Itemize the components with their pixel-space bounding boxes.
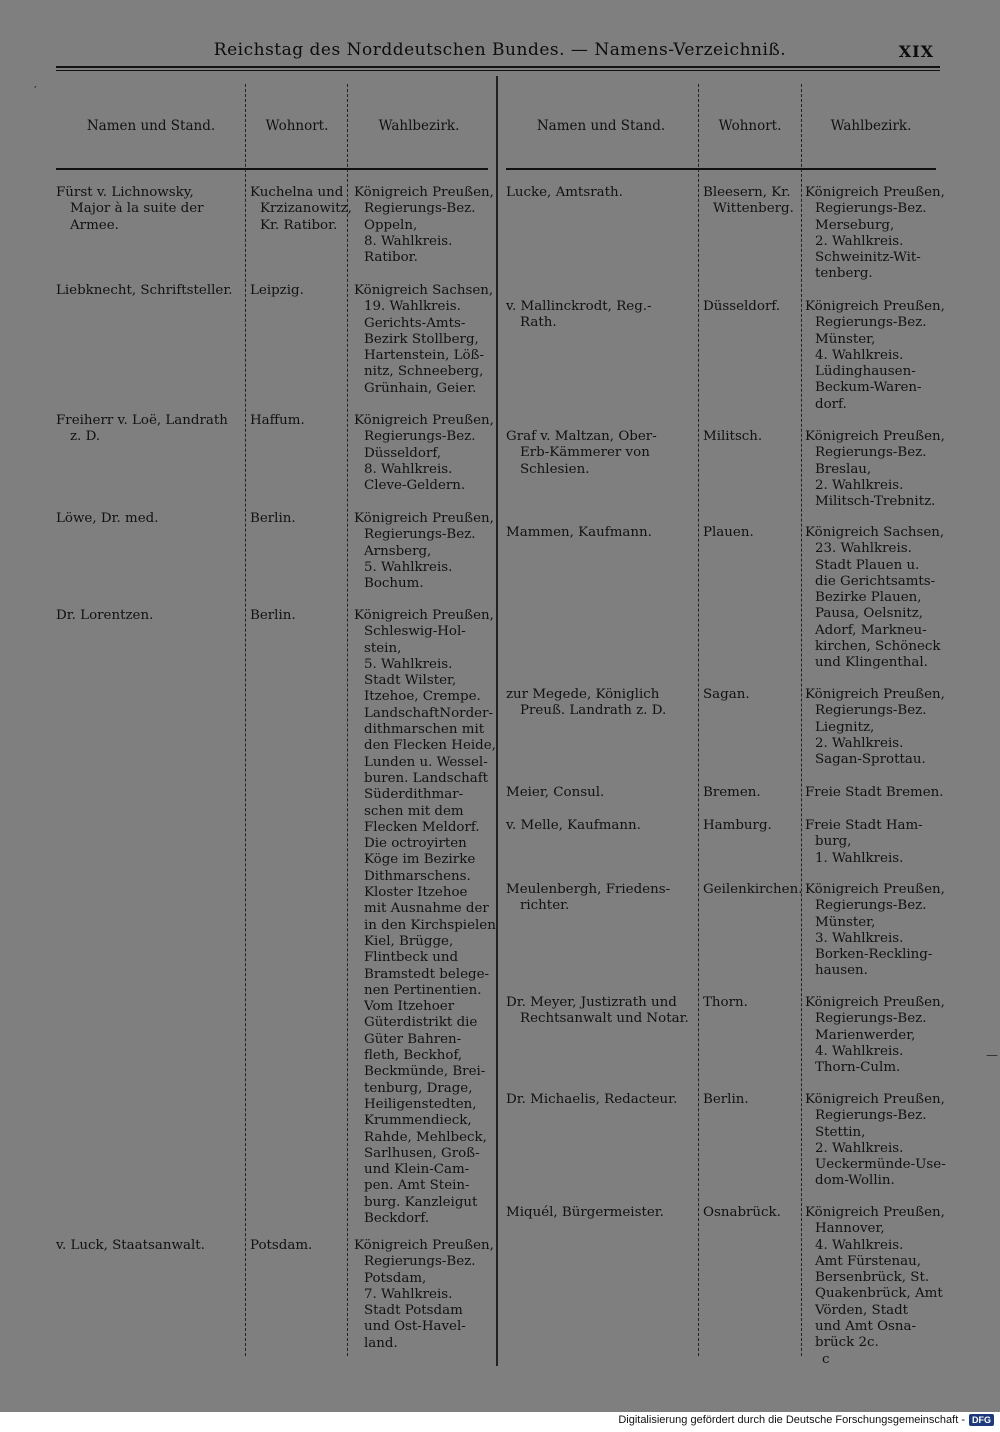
entry-district <box>805 525 945 672</box>
entry-district-line: schen mit dem <box>364 803 464 819</box>
entry-district-line: Beckum-Waren- <box>815 380 922 396</box>
entry-district-line: Vörden, Stadt <box>815 1302 909 1318</box>
entry-district-line: Güterdistrikt die <box>364 1015 478 1031</box>
entry-residence <box>703 299 798 315</box>
entry-district-line: Oppeln, <box>364 217 418 233</box>
entry-district-line: Regierungs-Bez. <box>815 898 927 914</box>
entry-residence <box>703 429 798 445</box>
entry-district-line: Bezirke Plauen, <box>815 590 922 606</box>
entry-district-line: Königreich Preußen, <box>354 1238 494 1253</box>
right-district-header: Wahlbezirk. <box>830 118 912 134</box>
entry-name-line: Löwe, Dr. med. <box>56 511 159 526</box>
entry-residence <box>703 687 798 703</box>
entry-district-line: Regierungs-Bez. <box>364 429 476 445</box>
entry-district-line: Königreich Preußen, <box>805 995 945 1010</box>
column-rule <box>698 84 699 1356</box>
entry-district-line: Bersenbrück, St. <box>815 1270 930 1286</box>
entry-name-line: richter. <box>520 898 570 914</box>
entry-name <box>56 283 242 299</box>
entry-residence-line: Bleesern, Kr. <box>703 185 791 200</box>
entry-district-line: Schweinitz-Wit- <box>815 250 921 266</box>
entry-name-line: Graf v. Maltzan, Ober- <box>506 429 657 444</box>
entry-district-line: Freie Stadt Ham- <box>805 818 923 833</box>
entry-name <box>506 185 696 201</box>
entry-district-line: und Ost-Havel- <box>364 1319 466 1335</box>
entry-district-line: Münster, <box>815 914 876 930</box>
entry-residence <box>703 785 798 801</box>
entry-district-line: tenburg, Drage, <box>364 1080 473 1096</box>
entry-district-line: Grünhain, Geier. <box>364 380 477 396</box>
entry-residence <box>703 882 803 898</box>
entry-district-line: Königreich Sachsen, <box>354 283 494 298</box>
entry-district-line: Königreich Sachsen, <box>805 525 945 540</box>
entry-district-line: 19. Wahlkreis. <box>364 299 461 315</box>
entry-district-line: Sarlhusen, Groß- <box>364 1145 480 1161</box>
entry-district-line: und Klein-Cam- <box>364 1162 470 1178</box>
entry-district-line: Regierungs-Bez. <box>815 1108 927 1124</box>
entry-district <box>354 511 494 592</box>
right-name-header: Namen und Stand. <box>536 118 666 134</box>
entry-district-line: kirchen, Schöneck <box>815 639 941 655</box>
entry-name <box>506 785 696 801</box>
entry-district-line: Lüdinghausen- <box>815 364 916 380</box>
entry-name-line: Mammen, Kaufmann. <box>506 525 652 540</box>
entry-district <box>805 818 935 867</box>
entry-district-line: Regierungs-Bez. <box>815 703 927 719</box>
entry-district-line: Itzehoe, Crempe. <box>364 689 481 705</box>
entry-district-line: 1. Wahlkreis. <box>815 850 904 866</box>
entry-district-line: Freie Stadt Bremen. <box>805 785 944 800</box>
entry-name-line: Fürst v. Lichnowsky, <box>56 185 194 200</box>
entry-residence-line: Militsch. <box>703 429 763 444</box>
entry-district-line: Breslau, <box>815 461 872 477</box>
column-rule <box>347 84 348 1356</box>
entry-district-line: Quakenbrück, Amt <box>815 1286 943 1302</box>
entry-name-line: z. D. <box>70 429 101 445</box>
entry-district-line: tenberg. <box>815 266 873 282</box>
entry-district-line: Königreich Preußen, <box>805 185 945 200</box>
left-header-rule <box>56 168 488 170</box>
entry-district <box>805 1205 945 1352</box>
entry-district-line: 2. Wahlkreis. <box>815 1140 904 1156</box>
entry-name-line: Meulenbergh, Friedens- <box>506 882 671 897</box>
entry-district-line: Regierungs-Bez. <box>815 315 927 331</box>
entry-district-line: burg. Kanzleigut <box>364 1194 478 1210</box>
entry-district-line: Königreich Preußen, <box>354 511 494 526</box>
entry-name-line: Miquél, Bürgermeister. <box>506 1205 664 1220</box>
entry-district <box>805 185 945 283</box>
entry-district-line: Königreich Preußen, <box>354 608 494 623</box>
entry-residence <box>703 185 798 218</box>
entry-residence-line: Thorn. <box>703 995 748 1010</box>
entry-district-line: land. <box>364 1335 398 1351</box>
entry-name <box>56 511 242 527</box>
entry-district <box>805 299 945 413</box>
entry-district-line: in den Kirchspielen <box>364 917 496 933</box>
entry-name-line: Freiherr v. Loë, Landrath <box>56 413 228 428</box>
entry-district-line: Güter Bahren- <box>364 1031 462 1047</box>
entry-name <box>506 1092 696 1108</box>
entry-district-line: Potsdam, <box>364 1270 427 1286</box>
entry-district-line: 4. Wahlkreis. <box>815 1043 904 1059</box>
entry-district-line: 4. Wahlkreis. <box>815 1237 904 1253</box>
entry-residence-line: Krzizanowitz, <box>260 201 352 217</box>
entry-district-line: Königreich Preußen, <box>805 299 945 314</box>
entry-name <box>506 429 696 478</box>
entry-district-line: Adorf, Markneu- <box>815 622 927 638</box>
entry-district-line: 7. Wahlkreis. <box>364 1286 453 1302</box>
entry-name-line: Erb-Kämmerer von <box>520 445 650 461</box>
entry-residence-line: Berlin. <box>250 608 296 623</box>
entry-residence <box>703 525 798 541</box>
entry-district-line: dithmarschen mit <box>364 722 485 738</box>
entry-name-line: Dr. Michaelis, Redacteur. <box>506 1092 678 1107</box>
center-column-rule <box>496 76 498 1366</box>
left-residence-header: Wohnort. <box>265 118 329 134</box>
entry-district-line: Königreich Preußen, <box>805 1092 945 1107</box>
entry-district-line: Liegnitz, <box>815 719 875 735</box>
right-residence-header: Wohnort. <box>718 118 782 134</box>
entry-district-line: Hartenstein, Löß- <box>364 348 485 364</box>
entry-name <box>506 818 696 834</box>
entry-name-line: v. Luck, Staatsanwalt. <box>56 1238 205 1253</box>
entry-residence <box>250 608 344 624</box>
entry-district <box>354 283 494 397</box>
entry-district <box>805 882 945 980</box>
entry-name <box>56 1238 242 1254</box>
entry-residence <box>250 511 344 527</box>
entry-residence-line: Sagan. <box>703 687 750 702</box>
header-rule-thick <box>56 66 940 68</box>
entry-residence <box>703 1205 798 1221</box>
entry-district-line: Ueckermünde-Use- <box>815 1157 946 1173</box>
entry-name-line: Armee. <box>70 217 119 233</box>
entry-residence-line: Plauen. <box>703 525 754 540</box>
entry-name-line: v. Mallinckrodt, Reg.- <box>506 299 652 314</box>
running-head: Reichstag des Norddeutschen Bundes. — Namens-Verzeichniß. <box>213 40 787 60</box>
entry-district-line: dorf. <box>815 396 847 412</box>
entry-district-line: Bochum. <box>364 576 424 592</box>
entry-district <box>805 995 945 1076</box>
entry-district-line: Dithmarschens. <box>364 868 471 884</box>
entry-name-line: Major à la suite der <box>70 201 204 217</box>
entry-district <box>354 608 496 1227</box>
entry-name-line: Liebknecht, Schriftsteller. <box>56 283 233 298</box>
entry-name-line: Preuß. Landrath z. D. <box>520 703 667 719</box>
signature-mark: c <box>822 1352 830 1367</box>
entry-district-line: 3. Wahlkreis. <box>815 930 904 946</box>
entry-name <box>506 687 696 720</box>
entry-district-line: Pausa, Oelsnitz, <box>815 606 924 622</box>
entry-district-line: Düsseldorf, <box>364 445 442 461</box>
right-header-rule <box>506 168 936 170</box>
entry-district-line: und Klingenthal. <box>815 655 928 671</box>
entry-residence <box>250 283 344 299</box>
entry-district-line: Kiel, Brügge, <box>364 933 454 949</box>
entry-residence-line: Potsdam. <box>250 1238 313 1253</box>
entry-name <box>506 1205 696 1221</box>
entry-district-line: Flecken Meldorf. <box>364 819 480 835</box>
entry-district-line: Merseburg, <box>815 217 895 233</box>
entry-residence-line: Düsseldorf. <box>703 299 781 314</box>
entry-district-line: 5. Wahlkreis. <box>364 559 453 575</box>
entry-district-line: Flintbeck und <box>364 950 459 966</box>
entry-name <box>506 299 696 332</box>
entry-residence <box>703 818 798 834</box>
entry-district-line: nen Pertinentien. <box>364 982 482 998</box>
entry-district-line: Stadt Plauen u. <box>815 557 920 573</box>
entry-district-line: Königreich Preußen, <box>805 429 945 444</box>
binding-mark: ′ <box>34 84 37 98</box>
entry-district-line: 8. Wahlkreis. <box>364 233 453 249</box>
entry-district-line: Königreich Preußen, <box>354 185 494 200</box>
entry-name-line: Dr. Lorentzen. <box>56 608 154 623</box>
entry-name <box>506 882 696 915</box>
entry-residence-line: Berlin. <box>250 511 296 526</box>
entry-name <box>56 413 242 446</box>
entry-name-line: Schlesien. <box>520 461 590 477</box>
entry-district-line: Regierungs-Bez. <box>815 201 927 217</box>
entry-residence <box>703 995 798 1011</box>
left-district-header: Wahlbezirk. <box>378 118 460 134</box>
entry-district-line: Vom Itzehoer <box>364 999 455 1015</box>
entry-residence-line: Geilenkirchen. <box>703 882 803 897</box>
entry-district-line: Stettin, <box>815 1124 866 1140</box>
entry-residence-line: Haffum. <box>250 413 305 428</box>
footer-text: Digitalisierung gefördert durch die Deutsche Forschungsgemeinschaft - <box>618 1414 965 1426</box>
entry-name <box>56 185 242 234</box>
entry-residence-line: Kuchelna und <box>250 185 344 200</box>
entry-district-line: Borken-Reckling- <box>815 947 933 963</box>
entry-district-line: Münster, <box>815 331 876 347</box>
entry-district-line: hausen. <box>815 963 868 979</box>
entry-district-line: Bramstedt belege- <box>364 966 490 982</box>
entry-district-line: Gerichts-Amts- <box>364 315 466 331</box>
entry-district-line: Süderdithmar- <box>364 787 464 803</box>
entry-name-line: Lucke, Amtsrath. <box>506 185 623 200</box>
entry-district-line: 2. Wahlkreis. <box>815 233 904 249</box>
entry-district-line: 5. Wahlkreis. <box>364 656 453 672</box>
entry-residence <box>250 413 344 429</box>
entry-district-line: Regierungs-Bez. <box>364 527 476 543</box>
entry-district-line: Die octroyirten <box>364 836 467 852</box>
entry-name <box>506 995 696 1028</box>
entry-district-line: Königreich Preußen, <box>805 687 945 702</box>
entry-district-line: Köge im Bezirke <box>364 852 476 868</box>
entry-district-line: Kloster Itzehoe <box>364 885 468 901</box>
entry-district-line: Rahde, Mehlbeck, <box>364 1129 487 1145</box>
entry-district-line: Lunden u. Wessel- <box>364 754 488 770</box>
entry-name-line: Rechtsanwalt und Notar. <box>520 1011 689 1027</box>
left-name-header: Namen und Stand. <box>86 118 216 134</box>
entry-district-line: burg, <box>815 834 852 850</box>
entry-district-line: Königreich Preußen, <box>805 882 945 897</box>
entry-district-line: 8. Wahlkreis. <box>364 461 453 477</box>
entry-district-line: und Amt Osna- <box>815 1319 917 1335</box>
entry-district-line: 4. Wahlkreis. <box>815 347 904 363</box>
entry-district <box>805 785 944 801</box>
entry-district-line: LandschaftNorder- <box>364 705 493 721</box>
entry-district-line: 2. Wahlkreis. <box>815 735 904 751</box>
entry-district-line: 2. Wahlkreis. <box>815 477 904 493</box>
entry-district-line: Regierungs-Bez. <box>364 201 476 217</box>
entry-district-line: dom-Wollin. <box>815 1173 895 1189</box>
entry-district-line: mit Ausnahme der <box>364 901 489 917</box>
entry-residence <box>250 1238 344 1254</box>
entry-residence-line: Hamburg. <box>703 818 772 833</box>
entry-district-line: Schleswig-Hol- <box>364 624 466 640</box>
entry-district-line: Königreich Preußen, <box>354 413 494 428</box>
entry-residence-line: Wittenberg. <box>713 201 794 217</box>
entry-district-line: Ratibor. <box>364 250 418 266</box>
entry-district-line: stein, <box>364 640 402 656</box>
entry-residence-line: Bremen. <box>703 785 761 800</box>
entry-district-line: fleth, Beckhof, <box>364 1048 463 1064</box>
entry-name-line: Rath. <box>520 315 557 331</box>
entry-district-line: Regierungs-Bez. <box>364 1254 476 1270</box>
entry-name-line: zur Megede, Königlich <box>506 687 660 702</box>
page-number: XIX <box>898 42 934 61</box>
entry-district <box>805 429 945 510</box>
entry-district <box>354 185 494 266</box>
entry-residence <box>250 185 352 234</box>
entry-district-line: Beckmünde, Brei- <box>364 1064 486 1080</box>
entry-residence <box>703 1092 798 1108</box>
entry-district-line: den Flecken Heide, <box>364 738 496 754</box>
entry-name-line: Meier, Consul. <box>506 785 605 800</box>
entry-district-line: Regierungs-Bez. <box>815 445 927 461</box>
entry-district-line: Regierungs-Bez. <box>815 1011 927 1027</box>
column-rule <box>801 84 802 1356</box>
entry-district-line: Stadt Wilster, <box>364 673 457 689</box>
entry-district-line: Arnsberg, <box>364 543 432 559</box>
entry-district-line: Bezirk Stollberg, <box>364 331 479 347</box>
entry-district-line: Hannover, <box>815 1221 885 1237</box>
entry-name <box>56 608 242 624</box>
entry-residence-line: Berlin. <box>703 1092 749 1107</box>
dfg-logo: DFG <box>969 1414 994 1426</box>
entry-district-line: Cleve-Geldern. <box>364 478 466 494</box>
entry-district-line: Sagan-Sprottau. <box>815 752 926 768</box>
binding-mark: — <box>986 1048 998 1062</box>
entry-district-line: Heiligenstedten, <box>364 1096 477 1112</box>
entry-residence-line: Osnabrück. <box>703 1205 781 1220</box>
column-rule <box>245 84 246 1356</box>
entry-district-line: Amt Fürstenau, <box>815 1253 921 1269</box>
entry-district <box>805 1092 946 1190</box>
entry-residence-line: Kr. Ratibor. <box>260 217 338 233</box>
entry-district <box>805 687 945 768</box>
entry-district-line: Königreich Preußen, <box>805 1205 945 1220</box>
entry-district-line: brück 2c. <box>815 1335 879 1351</box>
entry-district-line: Stadt Potsdam <box>364 1303 463 1319</box>
entry-district-line: Marienwerder, <box>815 1027 916 1043</box>
entry-district-line: Beckdorf. <box>364 1210 430 1226</box>
entry-district-line: pen. Amt Stein- <box>364 1178 470 1194</box>
entry-district-line: 23. Wahlkreis. <box>815 541 912 557</box>
entry-district-line: Thorn-Culm. <box>815 1060 901 1076</box>
entry-district-line: Krummendieck, <box>364 1113 472 1129</box>
entry-district <box>354 413 494 494</box>
entry-district <box>354 1238 494 1352</box>
footer <box>618 1414 994 1426</box>
entry-residence-line: Leipzig. <box>250 283 304 298</box>
entry-name <box>506 525 696 541</box>
entry-district-line: Militsch-Trebnitz. <box>815 494 936 510</box>
entry-name-line: Dr. Meyer, Justizrath und <box>506 995 677 1010</box>
entry-district-line: buren. Landschaft <box>364 770 489 786</box>
entry-district-line: nitz, Schneeberg, <box>364 364 484 380</box>
entry-district-line: die Gerichtsamts- <box>815 573 936 589</box>
header-rule-thin <box>56 70 940 71</box>
entry-name-line: v. Melle, Kaufmann. <box>506 818 641 833</box>
